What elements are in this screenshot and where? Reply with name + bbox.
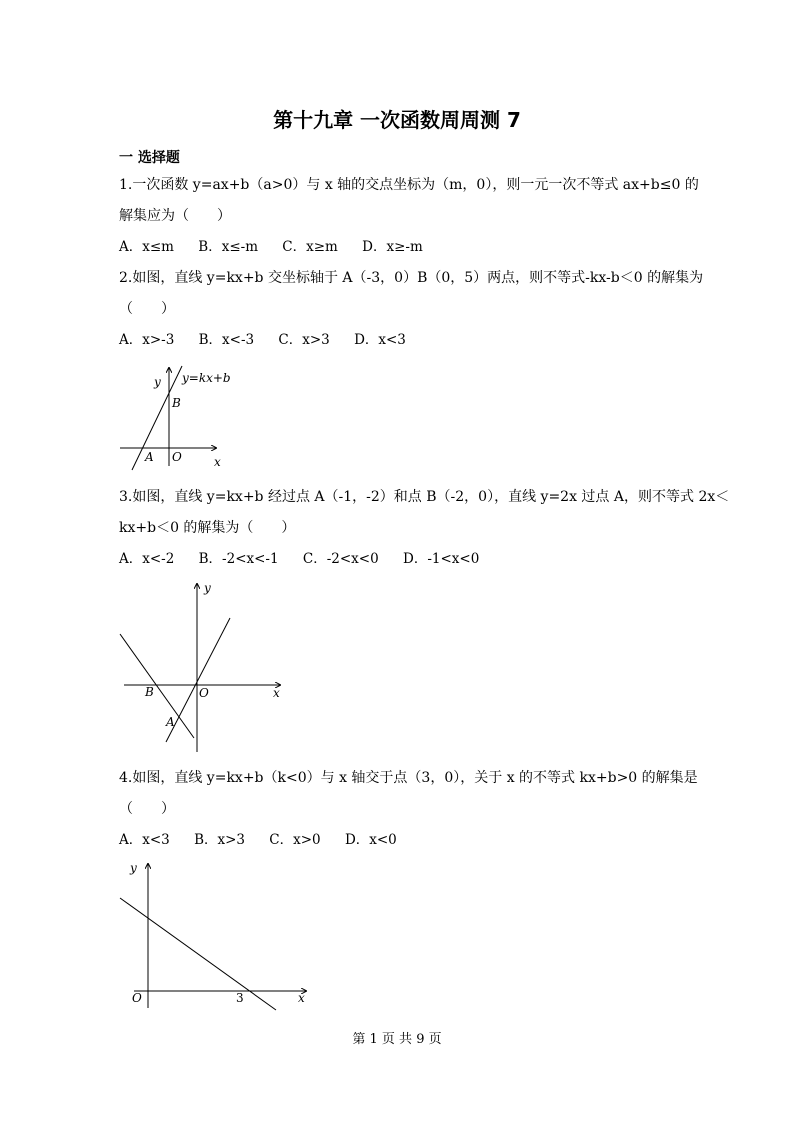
q2-option-c[interactable]: C．x>3 [278,332,330,348]
q2-label-o: O [172,450,182,464]
q3-line-kx-b [120,634,194,738]
q4-label-o: O [132,991,142,1005]
q2-option-b[interactable]: B．x<-3 [198,332,255,348]
q2-option-a[interactable]: A．x>-3 [119,332,175,348]
q3-figure [118,580,288,755]
q2-figure [118,362,231,472]
q3-option-c[interactable]: C．-2<x<0 [302,551,379,567]
q2-label-a: A [145,450,154,464]
q2-label-line: y=kx+b [182,371,231,385]
q3-options [119,550,499,568]
q2-label-y: y [154,375,161,389]
q2-text-line2: （ ） [119,301,175,317]
q3-option-b[interactable]: B．-2<x<-1 [198,551,279,567]
section-heading: 一 选择题 [119,150,180,166]
q4-option-d[interactable]: D．x<0 [344,832,397,848]
q4-label-y: y [130,861,137,875]
q1-text-line2: 解集应为（ ） [119,208,231,224]
q3-option-d[interactable]: D．-1<x<0 [403,551,480,567]
q1-option-b[interactable]: B．x≤-m [198,239,258,255]
q4-option-c[interactable]: C．x>0 [269,832,321,848]
q1-option-c[interactable]: C．x≥m [282,239,338,255]
q2-text-line1: 2.如图，直线 y=kx+b 交坐标轴于 A（-3，0）B（0，5）两点，则不等式-kx-b＜0 的解集为 [119,270,704,286]
q3-label-o: O [199,686,209,700]
q3-label-a: A [166,715,175,729]
page-footer: 第 1 页 共 9 页 [352,1032,442,1047]
q4-line [120,898,276,1010]
q1-options [119,238,443,256]
q3-option-a[interactable]: A．x<-2 [119,551,175,567]
q2-label-x: x [214,455,221,469]
q2-options [119,331,426,349]
q1-option-d[interactable]: D．x≥-m [362,239,423,255]
q2-label-b: B [172,396,181,410]
q2-option-d[interactable]: D．x<3 [354,332,406,348]
q4-text-line1: 4.如图，直线 y=kx+b（k<0）与 x 轴交于点（3，0），关于 x 的不等式 kx+b>0 的解集是 [119,770,698,786]
page-title: 第十九章 一次函数周周测 7 [273,108,521,132]
q3-label-x: x [273,686,280,700]
q3-text-line2: kx+b＜0 的解集为（ ） [119,520,296,536]
q4-figure [118,860,318,1020]
q4-text-line2: （ ） [119,801,175,817]
q3-line-2x [166,618,230,742]
q1-text-line1: 1.一次函数 y=ax+b（a>0）与 x 轴的交点坐标为（m，0），则一元一次不等式 ax+b≤0 的 [119,177,699,193]
q3-label-b: B [145,685,154,699]
q3-label-y: y [204,581,211,595]
q4-option-b[interactable]: B．x>3 [194,832,245,848]
q4-label-3: 3 [236,991,244,1005]
q4-options [119,831,417,849]
q3-text-line1: 3.如图，直线 y=kx+b 经过点 A（-1，-2）和点 B（-2，0），直线 y=2x 过点 A，则不等式 2x＜ [119,489,730,505]
q4-option-a[interactable]: A．x<3 [119,832,170,848]
q4-label-x: x [298,991,305,1005]
q1-option-a[interactable]: A．x≤m [119,239,174,255]
